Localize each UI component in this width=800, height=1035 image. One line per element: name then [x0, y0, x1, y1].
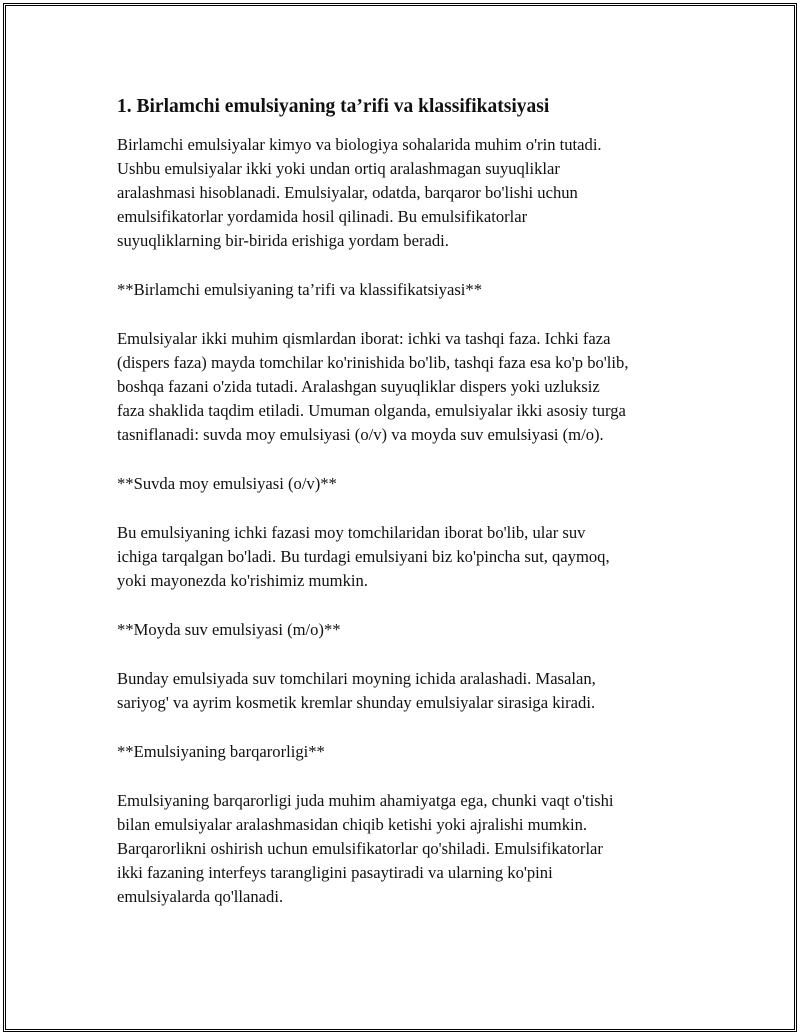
- paragraph-oil-in-water: [117, 521, 697, 593]
- text-line: emulsifikatorlar yordamida hosil qilinadi. Bu emulsifikatorlar: [117, 207, 528, 226]
- paragraph-phases: [117, 327, 697, 447]
- text-line: **Emulsiyaning barqarorligi**: [117, 742, 325, 761]
- text-line: Emulsiyaning barqarorligi juda muhim ahamiyatga ega, chunki vaqt o'tishi: [117, 791, 614, 810]
- document-body: [117, 93, 697, 934]
- section-heading: 1. Birlamchi emulsiyaning ta’rifi va klassifikatsiyasi: [117, 96, 550, 117]
- text-line: **Suvda moy emulsiyasi (o/v)**: [117, 474, 337, 493]
- text-line: yoki mayonezda ko'rishimiz mumkin.: [117, 571, 368, 590]
- text-line: Bunday emulsiyada suv tomchilari moyning ichida aralashadi. Masalan,: [117, 669, 596, 688]
- text-line: bilan emulsiyalar aralashmasidan chiqib ketishi yoki ajralishi mumkin.: [117, 815, 588, 834]
- text-line: aralashmasi hisoblanadi. Emulsiyalar, odatda, barqaror bo'lishi uchun: [117, 183, 578, 202]
- subheading-definition: [117, 278, 697, 302]
- text-line: sariyog' va ayrim kosmetik kremlar shunday emulsiyalar sirasiga kiradi.: [117, 693, 596, 712]
- text-line: suyuqliklarning bir-birida erishiga yordam beradi.: [117, 231, 449, 250]
- text-line: Birlamchi emulsiyalar kimyo va biologiya sohalarida muhim o'rin tutadi.: [117, 135, 602, 154]
- text-line: **Moyda suv emulsiyasi (m/o)**: [117, 620, 341, 639]
- text-line: Bu emulsiyaning ichki fazasi moy tomchilaridan iborat bo'lib, ular suv: [117, 523, 586, 542]
- text-line: boshqa fazani o'zida tutadi. Aralashgan suyuqliklar dispers yoki uzluksiz: [117, 377, 600, 396]
- text-line: Emulsiyalar ikki muhim qismlardan iborat: ichki va tashqi faza. Ichki faza: [117, 329, 611, 348]
- text-line: Ushbu emulsiyalar ikki yoki undan ortiq aralashmagan suyuqliklar: [117, 159, 560, 178]
- paragraph-intro: [117, 133, 697, 253]
- subheading-stability: [117, 740, 697, 764]
- subheading-water-in-oil: [117, 618, 697, 642]
- text-line: (dispers faza) mayda tomchilar ko'rinishida bo'lib, tashqi faza esa ko'p bo'lib,: [117, 353, 629, 372]
- paragraph-water-in-oil: [117, 667, 697, 715]
- text-line: faza shaklida taqdim etiladi. Umuman olganda, emulsiyalar ikki asosiy turga: [117, 401, 626, 420]
- text-line: emulsiyalarda qo'llanadi.: [117, 887, 284, 906]
- subheading-oil-in-water: [117, 472, 697, 496]
- text-line: Barqarorlikni oshirish uchun emulsifikatorlar qo'shiladi. Emulsifikatorlar: [117, 839, 603, 858]
- text-line: ikki fazaning interfeys tarangligini pasaytiradi va ularning ko'pini: [117, 863, 553, 882]
- text-line: ichiga tarqalgan bo'ladi. Bu turdagi emulsiyani biz ko'pincha sut, qaymoq,: [117, 547, 610, 566]
- paragraph-stability: [117, 789, 697, 909]
- text-line: **Birlamchi emulsiyaning ta’rifi va klassifikatsiyasi**: [117, 280, 482, 299]
- text-line: tasniflanadi: suvda moy emulsiyasi (o/v) va moyda suv emulsiyasi (m/o).: [117, 425, 604, 444]
